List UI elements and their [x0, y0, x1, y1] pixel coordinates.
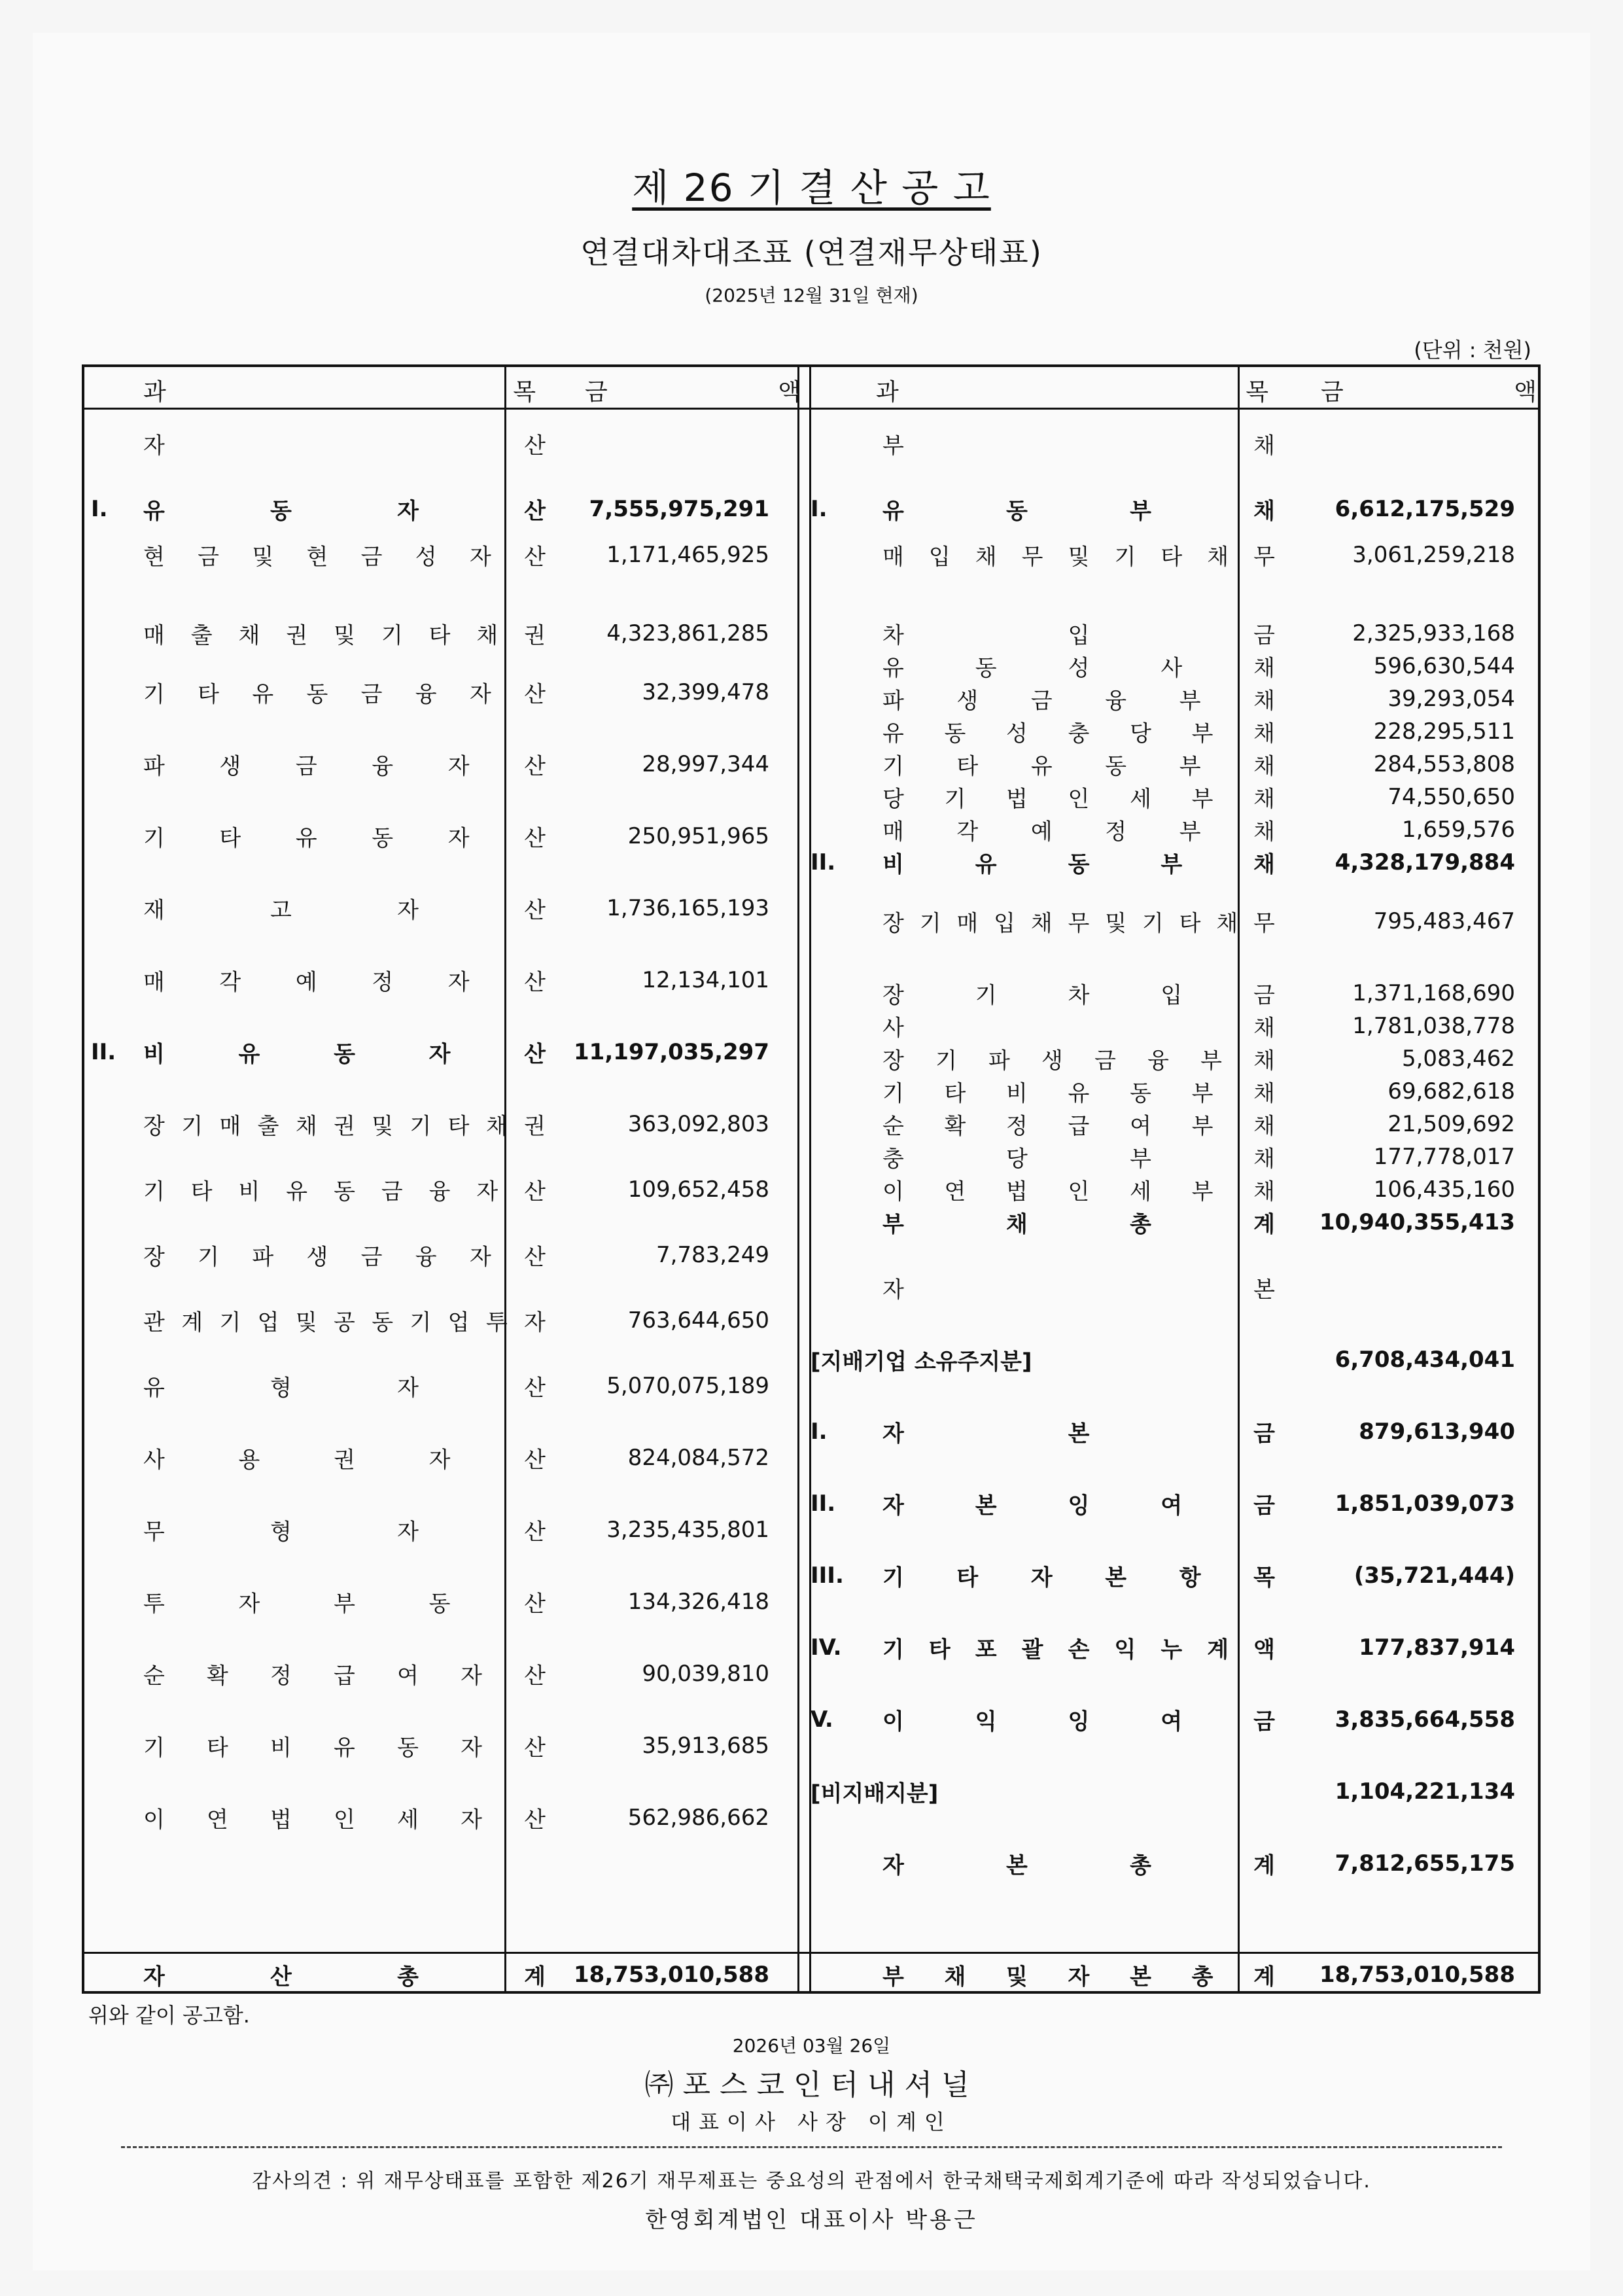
right-row-amount: 39,293,054 [1387, 686, 1515, 712]
right-section-label: 부 채 [882, 433, 1275, 459]
left-row-amount: 11,197,035,297 [574, 1039, 769, 1065]
auditor-name: 한영회계법인 대표이사 박용근 [645, 2207, 978, 2233]
left-row-amount: 4,323,861,285 [606, 620, 769, 646]
right-row-amount: 1,851,039,073 [1335, 1491, 1515, 1517]
right-row-amount: 106,435,160 [1373, 1176, 1515, 1203]
left-row-amount: 28,997,344 [642, 751, 769, 777]
right-row-label: 유 동 성 사 채 [882, 655, 1275, 682]
notice-date: 2026년 03월 26일 [732, 2035, 891, 2057]
left-row-amount: 90,039,810 [642, 1661, 769, 1687]
right-row-label: 자 본 총 계 [882, 1852, 1275, 1879]
left-header-subject: 과 목 [143, 379, 536, 406]
right-row-label: 자 본 잉 여 금 [882, 1492, 1275, 1519]
right-row-number: V. [811, 1706, 833, 1733]
right-row-label: 자 본 [882, 1277, 1275, 1303]
left-row-amount: 134,326,418 [627, 1589, 769, 1615]
left-row-label: 사 용 권 자 산 [143, 1447, 546, 1474]
notice-text: 위와 같이 공고함. [88, 2003, 250, 2028]
middle-divider-b [809, 367, 811, 1991]
right-row-number: II. [811, 849, 836, 875]
right-row-amount: 4,328,179,884 [1335, 849, 1515, 875]
left-row-amount: 3,235,435,801 [606, 1517, 769, 1543]
right-row-amount: 879,613,940 [1359, 1419, 1515, 1445]
left-row-amount: 35,913,685 [642, 1733, 769, 1759]
left-row-amount: 12,134,101 [642, 967, 769, 993]
right-row-number: II. [811, 1491, 836, 1517]
left-row-label: 관 계 기 업 및 공 동 기 업 투 자 [143, 1309, 546, 1336]
right-row-amount: 3,061,259,218 [1352, 542, 1515, 568]
right-row-label: 파 생 금 융 부 채 [882, 688, 1275, 715]
left-row-label: 기 타 유 동 자 산 [143, 825, 546, 852]
right-row-amount: 74,550,650 [1387, 784, 1515, 810]
right-header-amount: 금 액 [1321, 379, 1537, 406]
left-row-label: 기 타 비 유 동 자 산 [143, 1735, 546, 1761]
right-row-amount: 1,659,576 [1401, 817, 1515, 843]
right-row-amount: 177,837,914 [1359, 1634, 1515, 1661]
left-row-amount: 763,644,650 [627, 1307, 769, 1333]
statement-date: (2025년 12월 31일 현재) [705, 285, 918, 306]
left-row-amount: 562,986,662 [627, 1805, 769, 1831]
right-row-label: 부 채 및 자 본 총 계 [882, 1964, 1275, 1990]
right-row-label: 이 익 잉 여 금 [882, 1708, 1275, 1735]
right-row-label: 기 타 자 본 항 목 [882, 1564, 1275, 1591]
right-row-label: 순 확 정 급 여 부 채 [882, 1113, 1275, 1140]
right-row-amount: 10,940,355,413 [1319, 1209, 1515, 1235]
right-row-label: [비지배지분] [811, 1780, 939, 1807]
left-row-label: 투 자 부 동 산 [143, 1591, 546, 1617]
right-row-label: 유 동 부 채 [882, 498, 1275, 525]
right-row-label: 부 채 총 계 [882, 1211, 1275, 1238]
right-row-amount: 177,778,017 [1373, 1144, 1515, 1170]
right-row-amount: 21,509,692 [1387, 1111, 1515, 1137]
right-row-label: 비 유 동 부 채 [882, 851, 1275, 878]
right-row-label: [지배기업 소유주지분] [811, 1349, 1032, 1375]
left-row-label: 재 고 자 산 [143, 897, 546, 924]
left-row-amount: 363,092,803 [627, 1111, 769, 1137]
right-row-number: I. [811, 1419, 828, 1445]
right-row-label: 매 입 채 무 및 기 타 채 무 [882, 544, 1275, 571]
left-row-amount: 250,951,965 [627, 823, 769, 849]
left-section-label: 자 산 [143, 433, 546, 459]
total-divider [84, 1952, 1538, 1954]
right-row-label: 충 당 부 채 [882, 1146, 1275, 1173]
middle-divider-a [797, 367, 799, 1991]
balance-sheet-table [82, 364, 1541, 1994]
right-row-amount: 7,812,655,175 [1335, 1850, 1515, 1877]
right-row-amount: 795,483,467 [1373, 908, 1515, 934]
right-row-amount: 2,325,933,168 [1352, 620, 1515, 646]
right-row-amount: 6,612,175,529 [1335, 496, 1515, 522]
right-header-subject: 과 목 [876, 379, 1268, 406]
right-row-label: 이 연 법 인 세 부 채 [882, 1178, 1275, 1205]
audit-opinion: 감사의견 : 위 재무상태표를 포함한 제26기 재무제표는 중요성의 관점에서 한국채택국제회계기준에 따라 작성되었습니다. [252, 2170, 1371, 2193]
left-row-label: 현 금 및 현 금 성 자 산 [143, 544, 546, 571]
right-row-amount: 18,753,010,588 [1319, 1962, 1515, 1988]
right-row-label: 장 기 파 생 금 융 부 채 [882, 1048, 1275, 1074]
left-row-label: 비 유 동 자 산 [143, 1041, 546, 1068]
left-row-amount: 1,736,165,193 [606, 895, 769, 921]
right-row-amount: 1,781,038,778 [1352, 1013, 1515, 1039]
left-row-label: 기 타 비 유 동 금 융 자 산 [143, 1178, 546, 1205]
left-row-amount: 7,555,975,291 [589, 496, 769, 522]
left-header-amount: 금 액 [585, 379, 801, 406]
left-row-number: I. [91, 496, 108, 522]
left-row-amount: 5,070,075,189 [606, 1373, 769, 1399]
dashed-separator [121, 2146, 1502, 2148]
left-row-label: 유 동 자 산 [143, 498, 546, 525]
left-row-amount: 824,084,572 [627, 1445, 769, 1471]
left-row-label: 매 각 예 정 자 산 [143, 969, 546, 996]
right-row-label: 사 채 [882, 1015, 1275, 1042]
header-divider [84, 408, 1538, 410]
right-row-amount: 1,371,168,690 [1352, 980, 1515, 1006]
left-row-amount: 7,783,249 [655, 1242, 769, 1268]
company-name: ㈜포스코인터내셔널 [644, 2068, 979, 2102]
left-row-amount: 32,399,478 [642, 679, 769, 705]
right-row-amount: 3,835,664,558 [1335, 1706, 1515, 1733]
unit-note: (단위 : 천원) [1414, 338, 1531, 362]
left-row-label: 기 타 유 동 금 융 자 산 [143, 681, 546, 708]
left-row-amount: 18,753,010,588 [574, 1962, 769, 1988]
left-row-label: 자 산 총 계 [143, 1964, 546, 1990]
right-row-amount: 69,682,618 [1387, 1078, 1515, 1104]
right-row-number: III. [811, 1563, 844, 1589]
right-row-number: IV. [811, 1634, 842, 1661]
right-row-amount: 228,295,511 [1373, 718, 1515, 745]
left-row-label: 파 생 금 융 자 산 [143, 753, 546, 780]
left-row-label: 장 기 매 출 채 권 및 기 타 채 권 [143, 1113, 546, 1140]
right-row-amount: 6,708,434,041 [1335, 1347, 1515, 1373]
left-row-label: 순 확 정 급 여 자 산 [143, 1663, 546, 1689]
statement-subtitle: 연결대차대조표 (연결재무상태표) [580, 235, 1043, 270]
left-row-amount: 109,652,458 [627, 1176, 769, 1203]
right-row-label: 기 타 비 유 동 부 채 [882, 1080, 1275, 1107]
right-row-amount: 284,553,808 [1373, 751, 1515, 777]
right-row-label: 기 타 포 괄 손 익 누 계 액 [882, 1636, 1275, 1663]
left-row-label: 이 연 법 인 세 자 산 [143, 1807, 546, 1833]
right-row-label: 유 동 성 충 당 부 채 [882, 720, 1275, 747]
ceo-name: 대표이사 사장 이계인 [671, 2110, 952, 2134]
right-row-label: 기 타 유 동 부 채 [882, 753, 1275, 780]
left-row-label: 매 출 채 권 및 기 타 채 권 [143, 622, 546, 649]
right-row-label: 장 기 매 입 채 무 및 기 타 채 무 [882, 910, 1275, 937]
left-row-label: 무 형 자 산 [143, 1519, 546, 1545]
left-row-number: II. [91, 1039, 116, 1065]
right-row-number: I. [811, 496, 828, 522]
left-row-amount: 1,171,465,925 [606, 542, 769, 568]
left-row-label: 장 기 파 생 금 융 자 산 [143, 1244, 546, 1271]
right-row-label: 매 각 예 정 부 채 [882, 819, 1275, 845]
right-row-amount: 5,083,462 [1401, 1046, 1515, 1072]
right-row-amount: 1,104,221,134 [1335, 1778, 1515, 1805]
page-title: 제 26 기 결 산 공 고 [632, 166, 991, 210]
right-row-label: 당 기 법 인 세 부 채 [882, 786, 1275, 813]
right-row-label: 자 본 금 [882, 1421, 1275, 1447]
right-row-amount: 596,630,544 [1373, 653, 1515, 679]
right-row-amount: (35,721,444) [1353, 1563, 1515, 1589]
right-row-label: 차 입 금 [882, 622, 1275, 649]
right-row-label: 장 기 차 입 금 [882, 982, 1275, 1009]
left-row-label: 유 형 자 산 [143, 1375, 546, 1402]
